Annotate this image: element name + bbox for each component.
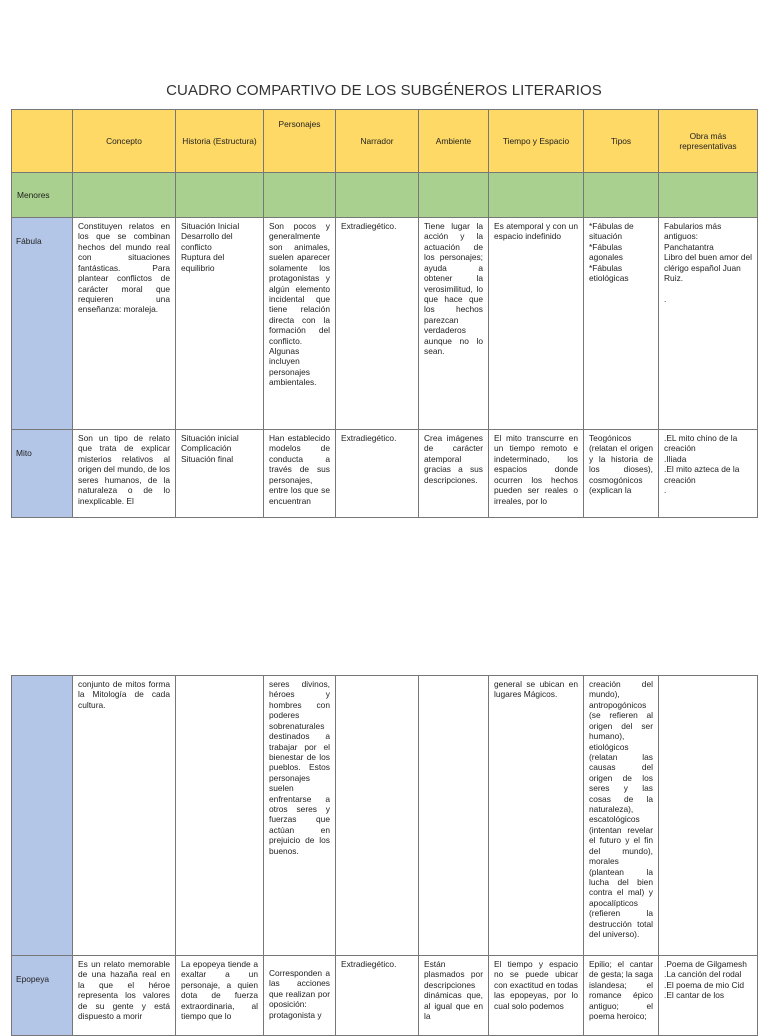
fabula-tipos: *Fábulas de situación *Fábulas agonales *Fábulas etiológicas — [584, 218, 659, 430]
mito-historia: Situación inicial Complicación Situación final — [176, 430, 264, 518]
header-narrador: Narrador — [336, 110, 419, 173]
epopeya-tiempo: El tiempo y espacio no se puede ubicar con exactitud en todas las epopeyas, por lo cual solo podemos — [489, 956, 584, 1036]
empty-cell — [73, 173, 176, 218]
empty-cell — [176, 173, 264, 218]
mito-cont-historia — [176, 676, 264, 956]
fabula-tiempo: Es atemporal y con un espacio indefinido — [489, 218, 584, 430]
header-tiempo-espacio: Tiempo y Espacio — [489, 110, 584, 173]
comparison-table-page-1 — [11, 109, 758, 518]
empty-cell — [584, 173, 659, 218]
mito-continuation-row — [12, 676, 758, 956]
fabula-concepto: Constituyen relatos en los que se combinan hechos del mundo real con situaciones fantásticas. Para plantear conflictos de carácter moral que requieren una enseñanza: moraleja. — [73, 218, 176, 430]
header-concepto: Concepto — [73, 110, 176, 173]
mito-cont-personajes: seres divinos, héroes y hombres con poderes sobrenaturales destinados a trabajar por el bienestar de los pueblos. Estos personajes suelen enfrentarse a otros seres y fuerzas que actúan en prejuicio de los buenos. — [264, 676, 336, 956]
mito-cont-tiempo: general se ubican en lugares Mágicos. — [489, 676, 584, 956]
fabula-obra: Fabularios más antiguos: Panchatantra Libro del buen amor del clérigo español Juan Ruiz. . — [659, 218, 758, 430]
mito-obra: .EL mito chino de la creación .Iliada .El mito azteca de la creación . — [659, 430, 758, 518]
empty-cell — [336, 173, 419, 218]
header-obra: Obra más representativas — [659, 110, 758, 173]
mito-tiempo: El mito transcurre en un tiempo remoto e indeterminado, los espacios donde ocurren los hechos pueden ser reales o irreales, por lo — [489, 430, 584, 518]
menores-row — [12, 173, 758, 218]
mito-ambiente: Crea imágenes de carácter atemporal gracias a sus descripciones. — [419, 430, 489, 518]
mito-cont-concepto: conjunto de mitos forma la Mitología de cada cultura. — [73, 676, 176, 956]
empty-cell — [489, 173, 584, 218]
comparison-table-page-2 — [11, 675, 758, 1036]
mito-personajes: Han establecido modelos de conducta a través de sus personajes, entre los que se encuentran — [264, 430, 336, 518]
empty-cell — [419, 173, 489, 218]
empty-cell — [659, 173, 758, 218]
fabula-historia: Situación Inicial Desarrollo del conflicto Ruptura del equilibrio — [176, 218, 264, 430]
epopeya-concepto: Es un relato memorable de una hazaña real en la que el héroe representa los valores de su gente y está dispuesto a morir — [73, 956, 176, 1036]
epopeya-historia: La epopeya tiende a exaltar a un personaje, a quien dota de fuerza extraordinaria, al tiempo que lo — [176, 956, 264, 1036]
mito-narrador: Extradiegético. — [336, 430, 419, 518]
mito-row — [12, 430, 758, 518]
row-label-mito: Mito — [12, 430, 73, 518]
row-label-mito-cont — [12, 676, 73, 956]
header-ambiente: Ambiente — [419, 110, 489, 173]
row-label-epopeya: Epopeya — [12, 956, 73, 1036]
mito-concepto: Son un tipo de relato que trata de explicar misterios relativos al origen del mundo, de los seres humanos, de la naturaleza o de lo inexplicable. El — [73, 430, 176, 518]
row-label-menores: Menores — [12, 173, 73, 218]
mito-cont-ambiente — [419, 676, 489, 956]
fabula-ambiente: Tiene lugar la acción y la actuación de los personajes; ayuda a obtener la verosimilitud, lo que hace que los hechos parezcan verdaderos aunque no lo sean. — [419, 218, 489, 430]
row-label-fabula: Fábula — [12, 218, 73, 430]
mito-cont-narrador — [336, 676, 419, 956]
header-row — [12, 110, 758, 173]
epopeya-personajes: Corresponden a las acciones que realizan por oposición: protagonista y — [264, 956, 336, 1036]
fabula-narrador: Extradiegético. — [336, 218, 419, 430]
header-tipos: Tipos — [584, 110, 659, 173]
empty-cell — [264, 173, 336, 218]
epopeya-ambiente: Están plasmados por descripciones dinámicas que, al igual que en la — [419, 956, 489, 1036]
fabula-row — [12, 218, 758, 430]
header-personajes: Personajes — [264, 110, 336, 173]
header-cell — [12, 110, 73, 173]
mito-cont-obra — [659, 676, 758, 956]
page-title: CUADRO COMPARTIVO DE LOS SUBGÉNEROS LITERARIOS — [166, 82, 602, 99]
mito-cont-tipos: creación del mundo), antropogónicos (se refieren al origen del ser humano), etiológicos (relatan las causas del origen de los seres y las cosas de la naturaleza), escatológicos (intentan revelar el futuro y el fin del mundo), morales (plantean la lucha del bien contra el mal) y apocalípticos (refieren la destrucción total del universo). — [584, 676, 659, 956]
epopeya-tipos: Epilio; el cantar de gesta; la saga islandesa; el romance épico antiguo; el poema heroico; — [584, 956, 659, 1036]
header-historia: Historia (Estructura) — [176, 110, 264, 173]
epopeya-obra: .Poema de Gilgamesh .La canción del rodal .El poema de mio Cid .El cantar de los — [659, 956, 758, 1036]
epopeya-narrador: Extradiegético. — [336, 956, 419, 1036]
mito-tipos: Teogónicos (relatan el origen y la historia de los dioses), cosmogónicos (explican la — [584, 430, 659, 518]
fabula-personajes: Son pocos y generalmente son animales, suelen aparecer solamente los protagonistas y algún elemento incidental que tiene relación directa con la formación del conflicto. Algunas incluyen personajes ambientales. — [264, 218, 336, 430]
